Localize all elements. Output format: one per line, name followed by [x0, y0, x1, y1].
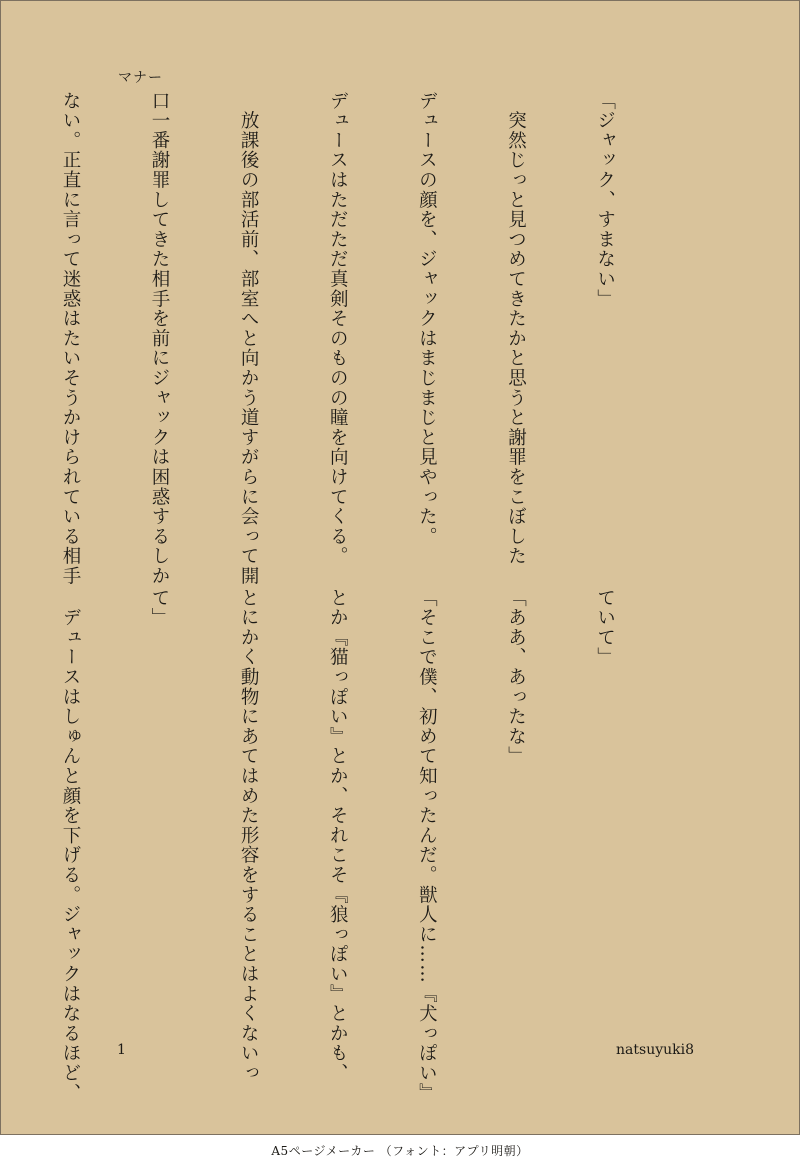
text-line: デュースはしゅんと顔を下げる。ジャックはなるほど、	[59, 588, 81, 1103]
text-line: て」	[149, 588, 171, 628]
text-line: 「そこで僕、初めて知ったんだ。獣人に……『犬っぽい』	[416, 588, 438, 1103]
text-line: 口一番謝罪してきた相手を前にジャックは困惑するしか	[149, 91, 171, 586]
text-line: 放課後の部活前、部室へと向かう道すがらに会って開	[238, 91, 260, 586]
page-title: マナー	[118, 70, 163, 86]
text-line: 突然じっと見つめてきたかと思うと謝罪をこぼした	[505, 91, 527, 567]
text-line: ていて」	[594, 588, 616, 668]
text-line: デュースはただただ真剣そのものの瞳を向けてくる。	[327, 91, 349, 567]
upper-text-block	[0, 91, 679, 586]
text-line: 「ジャック、すまない」	[594, 91, 616, 309]
footer-caption: A5ページメーカー （フォント：アプリ明朝）	[271, 1144, 529, 1158]
text-line: ない。正直に言って迷惑はたいそうかけられている相手	[59, 91, 81, 586]
text-line: とにかく動物にあてはめた形容をすることはよくないっ	[238, 588, 260, 1083]
text-line: 「ああ、あったな」	[505, 588, 527, 767]
author-name: natsuyuki8	[616, 1042, 694, 1058]
page-number: 1	[117, 1042, 126, 1058]
text-line: デュースの顔を、ジャックはまじまじと見やった。	[416, 91, 438, 547]
text-line: とか『猫っぽい』とか、それこそ『狼っぽい』とかも、	[327, 588, 349, 1083]
